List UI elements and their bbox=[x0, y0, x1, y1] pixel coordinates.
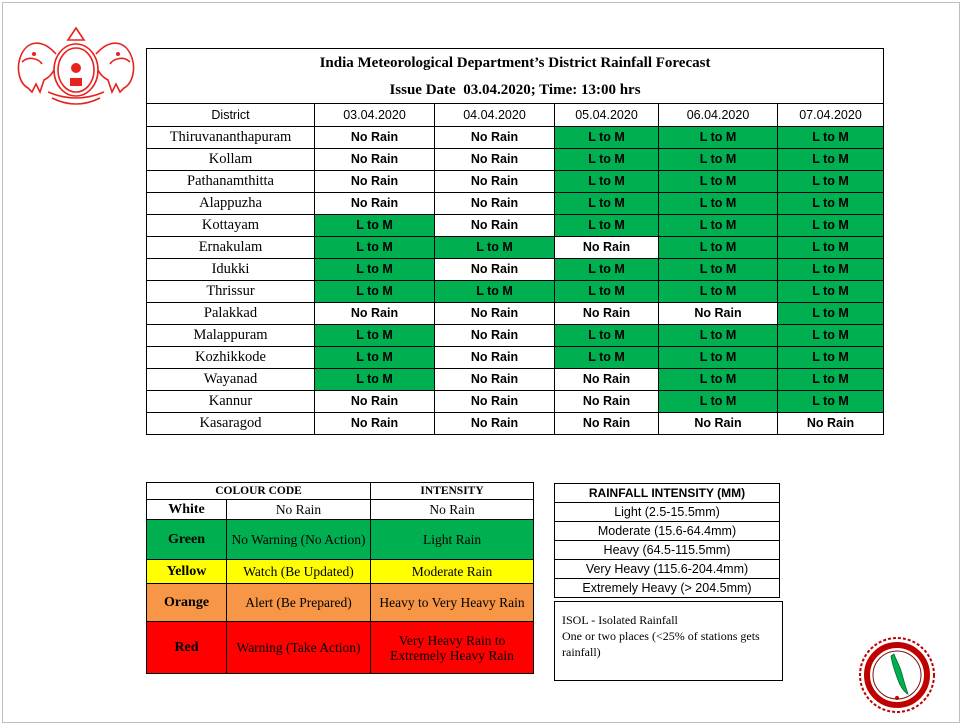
district-name: Ernakulam bbox=[147, 237, 315, 259]
forecast-cell: No Rain bbox=[555, 303, 659, 325]
legend-colour-name: Green bbox=[147, 520, 227, 560]
issue-date-line bbox=[147, 77, 884, 104]
table-row bbox=[147, 149, 884, 171]
forecast-cell: No Rain bbox=[435, 369, 555, 391]
forecast-cell: L to M bbox=[778, 325, 884, 347]
forecast-cell: No Rain bbox=[435, 171, 555, 193]
forecast-cell: L to M bbox=[659, 193, 778, 215]
intensity-range: Light (2.5-15.5mm) bbox=[555, 503, 780, 522]
date-column-header: 06.04.2020 bbox=[659, 104, 778, 127]
district-name: Kasaragod bbox=[147, 413, 315, 435]
forecast-cell: L to M bbox=[778, 193, 884, 215]
intensity-range: Heavy (64.5-115.5mm) bbox=[555, 541, 780, 560]
district-name: Kottayam bbox=[147, 215, 315, 237]
legend-meaning: No Rain bbox=[227, 500, 371, 520]
forecast-cell: No Rain bbox=[315, 413, 435, 435]
isol-description: One or two places (<25% of stations gets rainfall) bbox=[562, 629, 760, 659]
intensity-range: Extremely Heavy (> 204.5mm) bbox=[555, 579, 780, 598]
forecast-cell: No Rain bbox=[315, 391, 435, 413]
table-row bbox=[147, 259, 884, 281]
forecast-title: India Meteorological Department’s District Rainfall Forecast bbox=[147, 49, 884, 78]
legend-intensity: Moderate Rain bbox=[371, 560, 534, 584]
issue-date-label: Issue Date bbox=[389, 82, 456, 98]
forecast-cell: L to M bbox=[659, 149, 778, 171]
table-row bbox=[147, 193, 884, 215]
table-row bbox=[147, 347, 884, 369]
forecast-cell: L to M bbox=[555, 127, 659, 149]
forecast-cell: L to M bbox=[315, 215, 435, 237]
district-name: Kozhikkode bbox=[147, 347, 315, 369]
forecast-cell: L to M bbox=[778, 237, 884, 259]
forecast-cell: No Rain bbox=[435, 127, 555, 149]
forecast-cell: L to M bbox=[555, 215, 659, 237]
forecast-cell: L to M bbox=[778, 391, 884, 413]
forecast-cell: L to M bbox=[315, 259, 435, 281]
legend-meaning: Alert (Be Prepared) bbox=[227, 584, 371, 622]
forecast-cell: L to M bbox=[435, 237, 555, 259]
table-row bbox=[147, 171, 884, 193]
forecast-cell: L to M bbox=[778, 303, 884, 325]
forecast-cell: L to M bbox=[315, 347, 435, 369]
legend-intensity: Very Heavy Rain to Extremely Heavy Rain bbox=[371, 622, 534, 674]
forecast-cell: L to M bbox=[659, 237, 778, 259]
issue-time: Time: 13:00 hrs bbox=[539, 82, 641, 98]
intensity-header: INTENSITY bbox=[371, 483, 534, 500]
intensity-range: Moderate (15.6-64.4mm) bbox=[555, 522, 780, 541]
date-column-header: 07.04.2020 bbox=[778, 104, 884, 127]
forecast-cell: L to M bbox=[659, 259, 778, 281]
forecast-cell: L to M bbox=[659, 347, 778, 369]
rainfall-intensity-table bbox=[554, 483, 780, 598]
forecast-cell: No Rain bbox=[778, 413, 884, 435]
district-name: Pathanamthitta bbox=[147, 171, 315, 193]
district-name: Wayanad bbox=[147, 369, 315, 391]
table-row bbox=[147, 215, 884, 237]
forecast-cell: No Rain bbox=[435, 413, 555, 435]
forecast-cell: L to M bbox=[659, 281, 778, 303]
legend-meaning: No Warning (No Action) bbox=[227, 520, 371, 560]
ksdma-seal-logo bbox=[858, 636, 936, 714]
forecast-cell: L to M bbox=[778, 127, 884, 149]
table-row bbox=[147, 369, 884, 391]
forecast-cell: No Rain bbox=[315, 171, 435, 193]
forecast-cell: No Rain bbox=[555, 369, 659, 391]
forecast-cell: L to M bbox=[778, 215, 884, 237]
district-name: Malappuram bbox=[147, 325, 315, 347]
forecast-cell: L to M bbox=[778, 347, 884, 369]
forecast-cell: L to M bbox=[315, 369, 435, 391]
forecast-cell: L to M bbox=[778, 281, 884, 303]
forecast-cell: No Rain bbox=[435, 215, 555, 237]
table-row bbox=[147, 391, 884, 413]
forecast-cell: L to M bbox=[315, 325, 435, 347]
table-row bbox=[147, 413, 884, 435]
forecast-cell: L to M bbox=[435, 281, 555, 303]
forecast-cell: L to M bbox=[659, 171, 778, 193]
colour-code-header: COLOUR CODE bbox=[147, 483, 371, 500]
forecast-cell: No Rain bbox=[315, 303, 435, 325]
forecast-cell: L to M bbox=[659, 369, 778, 391]
forecast-cell: L to M bbox=[555, 171, 659, 193]
forecast-cell: No Rain bbox=[435, 149, 555, 171]
forecast-cell: No Rain bbox=[435, 325, 555, 347]
date-column-header: 03.04.2020 bbox=[315, 104, 435, 127]
isolated-rainfall-note bbox=[554, 601, 783, 681]
district-name: Kollam bbox=[147, 149, 315, 171]
district-name: Kannur bbox=[147, 391, 315, 413]
legend-meaning: Warning (Take Action) bbox=[227, 622, 371, 674]
intensity-table-title: RAINFALL INTENSITY (MM) bbox=[555, 484, 780, 503]
legend-colour-name: Orange bbox=[147, 584, 227, 622]
forecast-cell: L to M bbox=[315, 281, 435, 303]
district-name: Palakkad bbox=[147, 303, 315, 325]
date-column-header: 04.04.2020 bbox=[435, 104, 555, 127]
forecast-cell: L to M bbox=[778, 171, 884, 193]
forecast-cell: L to M bbox=[659, 325, 778, 347]
legend-colour-name: Red bbox=[147, 622, 227, 674]
district-name: Thrissur bbox=[147, 281, 315, 303]
forecast-cell: L to M bbox=[555, 259, 659, 281]
district-name: Alappuzha bbox=[147, 193, 315, 215]
legend-intensity: Heavy to Very Heavy Rain bbox=[371, 584, 534, 622]
forecast-cell: L to M bbox=[555, 149, 659, 171]
forecast-cell: L to M bbox=[659, 127, 778, 149]
forecast-cell: No Rain bbox=[435, 347, 555, 369]
table-header-row bbox=[147, 104, 884, 127]
forecast-cell: No Rain bbox=[315, 149, 435, 171]
table-row bbox=[147, 237, 884, 259]
forecast-cell: L to M bbox=[315, 237, 435, 259]
forecast-cell: L to M bbox=[555, 347, 659, 369]
forecast-cell: L to M bbox=[659, 215, 778, 237]
legend-intensity: Light Rain bbox=[371, 520, 534, 560]
forecast-cell: No Rain bbox=[435, 259, 555, 281]
district-name: Thiruvananthapuram bbox=[147, 127, 315, 149]
forecast-cell: L to M bbox=[555, 325, 659, 347]
forecast-cell: No Rain bbox=[555, 391, 659, 413]
forecast-cell: L to M bbox=[555, 193, 659, 215]
intensity-range: Very Heavy (115.6-204.4mm) bbox=[555, 560, 780, 579]
forecast-cell: L to M bbox=[778, 149, 884, 171]
kerala-emblem-logo bbox=[12, 18, 140, 110]
date-column-header: 05.04.2020 bbox=[555, 104, 659, 127]
district-forecast-table bbox=[146, 48, 884, 435]
forecast-cell: L to M bbox=[778, 259, 884, 281]
forecast-cell: No Rain bbox=[315, 193, 435, 215]
legend-colour-name: Yellow bbox=[147, 560, 227, 584]
forecast-cell: No Rain bbox=[555, 237, 659, 259]
legend-meaning: Watch (Be Updated) bbox=[227, 560, 371, 584]
table-row bbox=[147, 325, 884, 347]
forecast-cell: No Rain bbox=[435, 303, 555, 325]
forecast-cell: No Rain bbox=[435, 193, 555, 215]
forecast-cell: No Rain bbox=[659, 303, 778, 325]
forecast-cell: L to M bbox=[555, 281, 659, 303]
forecast-cell: No Rain bbox=[315, 127, 435, 149]
forecast-cell: L to M bbox=[659, 391, 778, 413]
table-row bbox=[147, 127, 884, 149]
issue-date-value: 03.04.2020; bbox=[463, 82, 536, 98]
legend-colour-name: White bbox=[147, 500, 227, 520]
district-name: Idukki bbox=[147, 259, 315, 281]
colour-code-legend bbox=[146, 482, 534, 674]
forecast-cell: No Rain bbox=[659, 413, 778, 435]
isol-definition: ISOL - Isolated Rainfall bbox=[562, 613, 678, 627]
table-row bbox=[147, 303, 884, 325]
table-row bbox=[147, 281, 884, 303]
forecast-cell: L to M bbox=[778, 369, 884, 391]
legend-intensity: No Rain bbox=[371, 500, 534, 520]
forecast-cell: No Rain bbox=[555, 413, 659, 435]
forecast-cell: No Rain bbox=[435, 391, 555, 413]
district-column-header: District bbox=[147, 104, 315, 127]
